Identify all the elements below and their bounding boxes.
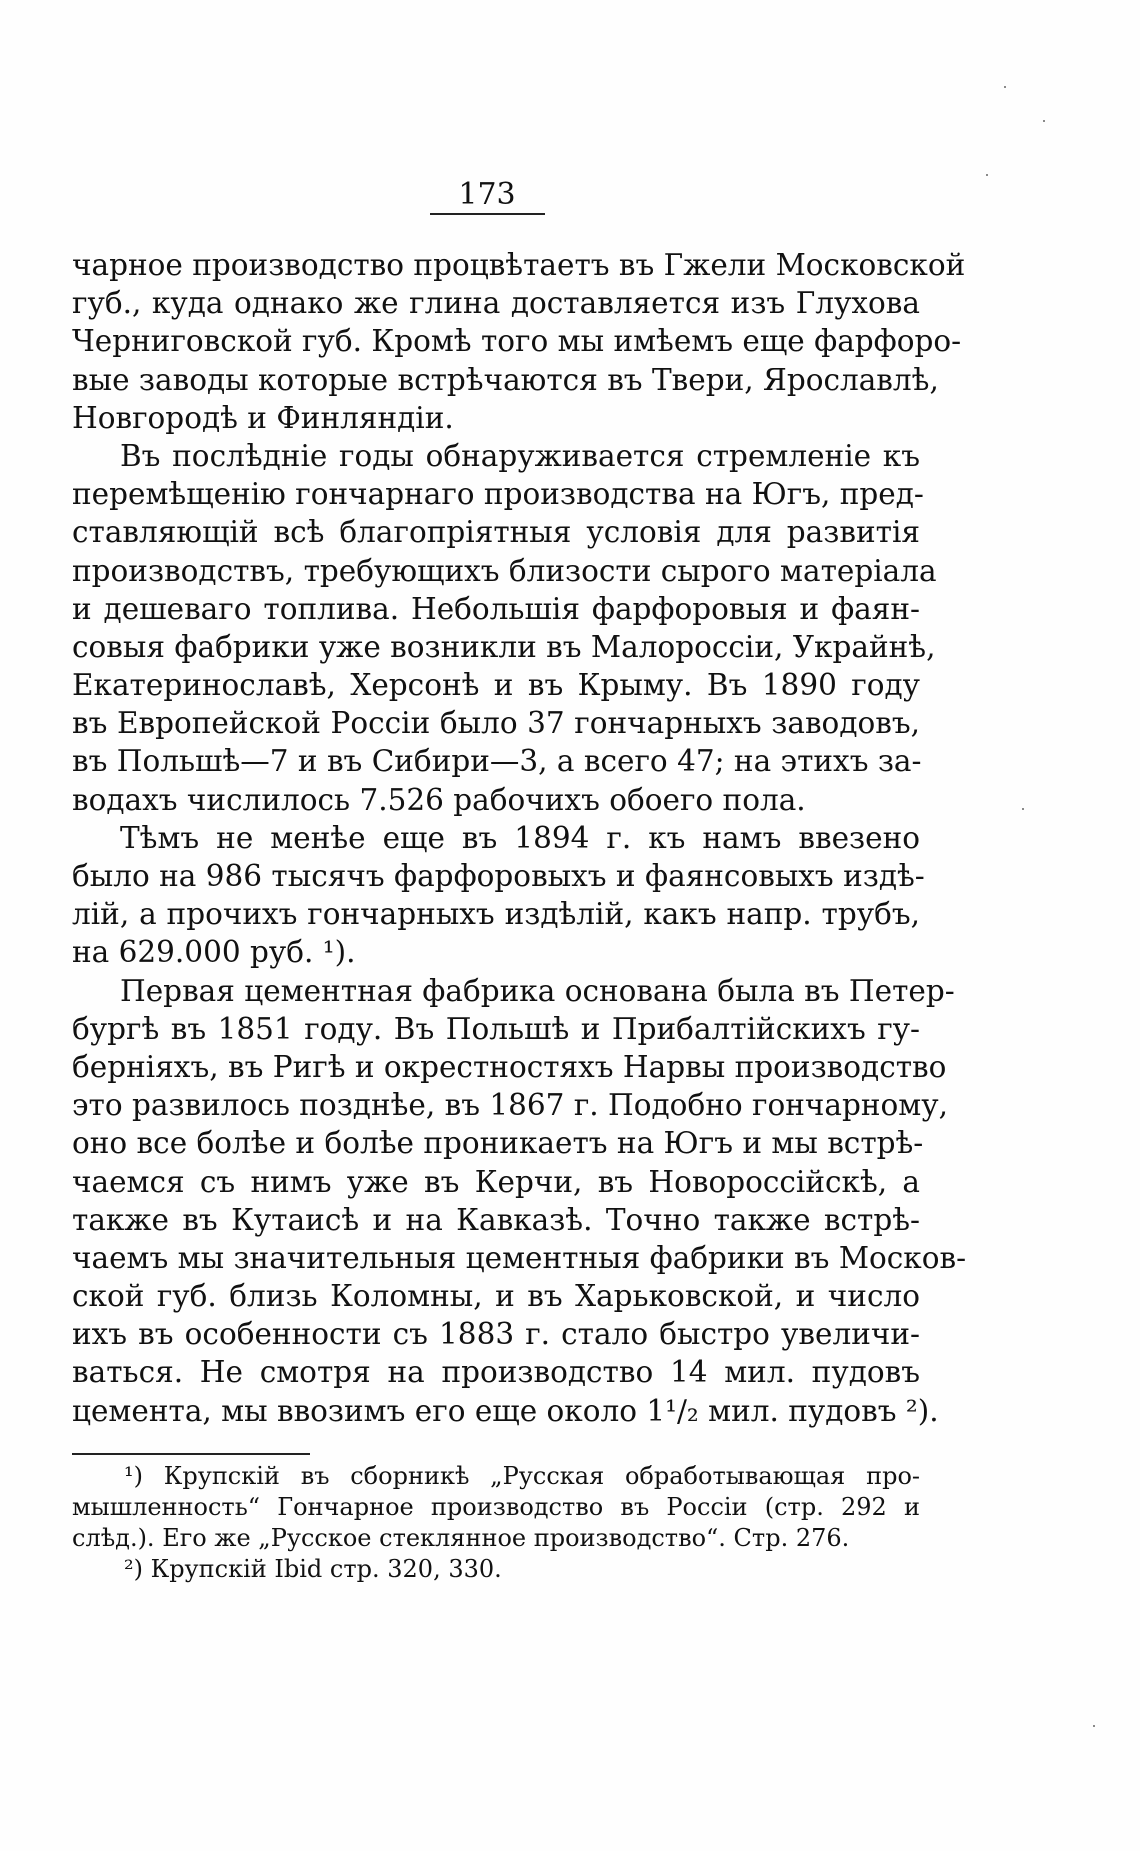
- text-line: ихъ въ особенности съ 1883 г. стало быстро увеличи-: [72, 1317, 920, 1352]
- text-line: вые заводы которые встрѣчаются въ Твери, Ярославлѣ,: [72, 362, 939, 397]
- text-line: производствъ, требующихъ близости сырого матеріала: [72, 553, 937, 588]
- text-line: берніяхъ, въ Ригѣ и окрестностяхъ Нарвы производство: [72, 1049, 947, 1084]
- scan-speck: [1093, 1725, 1095, 1727]
- text-line: ваться. Не смотря на производство 14 мил. пудовъ: [72, 1355, 920, 1390]
- footnote-line: ¹) Крупскій въ сборникѣ „Русская обработывающая про-: [124, 1462, 920, 1490]
- scan-speck: [1004, 86, 1006, 88]
- page-number-rule: [430, 213, 545, 215]
- text-line: Тѣмъ не менѣе еще въ 1894 г. къ намъ ввезено: [120, 820, 920, 855]
- text-line: цемента, мы ввозимъ его еще около 1¹/₂ мил. пудовъ ²).: [72, 1393, 939, 1428]
- text-line: лій, а прочихъ гончарныхъ издѣлій, какъ напр. трубъ,: [72, 897, 920, 932]
- text-line: Въ послѣдніе годы обнаруживается стремленіе къ: [120, 438, 920, 473]
- text-line: чарное производство процвѣтаетъ въ Гжели Московской: [72, 248, 966, 282]
- text-line: также въ Кутаисѣ и на Кавказѣ. Точно также встрѣ-: [72, 1202, 920, 1237]
- text-line: Черниговской губ. Кромѣ того мы имѣемъ еще фарфоро-: [72, 324, 962, 359]
- text-line: въ Польшѣ—7 и въ Сибири—3, а всего 47; на этихъ за-: [72, 744, 922, 779]
- text-line: чаемся съ нимъ уже въ Керчи, въ Новороссійскѣ, а: [72, 1164, 920, 1199]
- text-line: и дешеваго топлива. Небольшія фарфоровыя и фаян-: [72, 591, 920, 626]
- text-line: Екатеринославѣ, Херсонѣ и въ Крыму. Въ 1890 году: [72, 668, 920, 703]
- main-text: [72, 246, 967, 1430]
- text-line: перемѣщенію гончарнаго производства на Югъ, пред-: [72, 477, 924, 512]
- text-line: бургѣ въ 1851 году. Въ Польшѣ и Прибалтійскихъ гу-: [72, 1011, 920, 1046]
- text-line: это развилось позднѣе, въ 1867 г. Подобно гончарному,: [72, 1088, 948, 1123]
- text-line: чаемъ мы значительныя цементныя фабрики въ Москов-: [72, 1240, 967, 1275]
- text-line: Новгородѣ и Финляндіи.: [72, 400, 454, 435]
- text-line: ставляющій всѣ благопріятныя условія для развитія: [72, 515, 920, 550]
- text-line: совыя фабрики уже возникли въ Малороссіи, Украйнѣ,: [72, 629, 936, 664]
- footnote-separator: [72, 1453, 310, 1455]
- text-line: губ., куда однако же глина доставляется изъ Глухова: [72, 286, 920, 321]
- text-line: было на 986 тысячъ фарфоровыхъ и фаянсовыхъ издѣ-: [72, 859, 925, 893]
- scan-speck: [1043, 120, 1045, 122]
- scan-speck: [1022, 808, 1024, 810]
- footnote-line: мышленность“ Гончарное производство въ Россіи (стр. 292 и: [72, 1493, 920, 1521]
- footnote-line: ²) Крупскій Ibid стр. 320, 330.: [124, 1555, 502, 1583]
- text-line: оно все болѣе и болѣе проникаетъ на Югъ и мы встрѣ-: [72, 1126, 924, 1161]
- page-number: 173: [458, 177, 516, 212]
- text-line: на 629.000 руб. ¹).: [72, 935, 356, 970]
- footnote-line: слѣд.). Его же „Русское стеклянное производство“. Стр. 276.: [72, 1524, 850, 1552]
- footnotes: [72, 1461, 920, 1585]
- text-line: Первая цементная фабрика основана была въ Петер-: [120, 973, 955, 1008]
- text-line: въ Европейской Россіи было 37 гончарныхъ заводовъ,: [72, 706, 920, 741]
- scan-speck: [986, 174, 988, 176]
- text-line: водахъ числилось 7.526 рабочихъ обоего пола.: [72, 782, 806, 817]
- text-line: ской губ. близь Коломны, и въ Харьковской, и число: [72, 1279, 920, 1314]
